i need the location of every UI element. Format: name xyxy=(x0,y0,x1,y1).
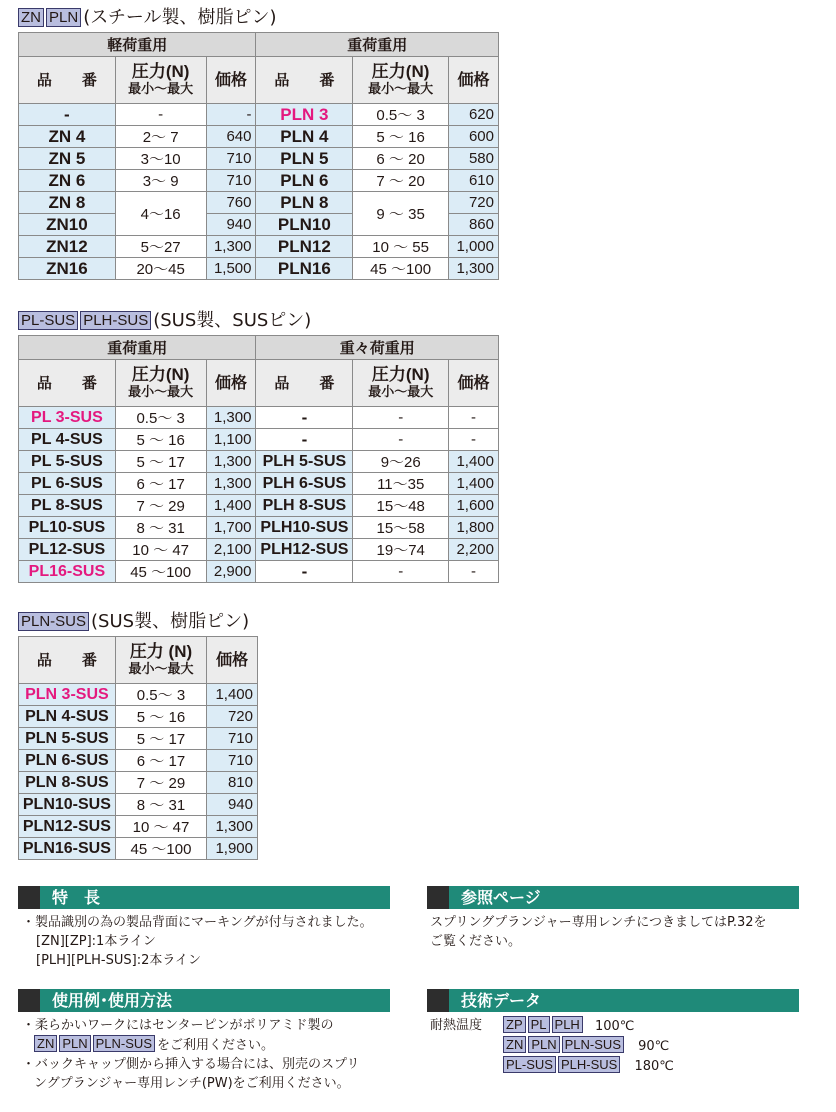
reference-heading: 参照ページ xyxy=(427,886,799,909)
col-price: 価格 xyxy=(207,637,258,684)
table-row: PLN 6-SUS 6 〜 17 710 xyxy=(19,750,258,772)
col-price: 価格 xyxy=(206,360,256,407)
section2-table xyxy=(18,335,499,583)
series-tag: PLN-SUS xyxy=(18,612,89,631)
section2-header xyxy=(18,310,311,332)
techdata-heading: 技術データ xyxy=(427,989,799,1012)
reference-text: スプリングプランジャー専用レンチにつきましてはP.32を ご覧ください。 xyxy=(430,915,767,949)
series-tag: ZN xyxy=(18,8,44,27)
table-row: PLN 8-SUS 7 〜 29 810 xyxy=(19,772,258,794)
col-price: 価格 xyxy=(206,57,256,104)
table-row: PL12-SUS 10 〜 47 2,100 PLH12-SUS 19〜74 2,200 xyxy=(19,539,499,561)
table-row: ZN 4 2〜 7 640 PLN 4 5 〜 16 600 xyxy=(19,126,499,148)
section1-header xyxy=(18,7,277,29)
col-pressure: 圧力(N) 最小〜最大 xyxy=(115,360,206,407)
features-text: ・製品識別の為の製品背面にマーキングが付与されました。 [ZN][ZP]:1本ライン [PLH][PLH-SUS]:2本ライン xyxy=(22,915,373,968)
group-heavy-load: 重荷重用 xyxy=(256,33,499,57)
table-row: PL 3-SUS 0.5〜 3 1,300 - - - xyxy=(19,407,499,429)
series-tag: PLN xyxy=(46,8,81,27)
table-row: PL 4-SUS 5 〜 16 1,100 - - - xyxy=(19,429,499,451)
features-heading: 特 長 xyxy=(18,886,390,909)
col-pressure: 圧力(N) 最小〜最大 xyxy=(353,57,449,104)
section3-table xyxy=(18,636,258,860)
col-hinban: 品 番 xyxy=(19,360,116,407)
series-tag: ZN xyxy=(34,1035,57,1052)
table-row: ZN 5 3〜10 710 PLN 5 6 〜 20 580 xyxy=(19,148,499,170)
col-price: 価格 xyxy=(449,360,499,407)
group-heavy-load: 重荷重用 xyxy=(19,336,256,360)
usage-heading: 使用例･使用方法 xyxy=(18,989,390,1012)
section3-header xyxy=(18,611,249,633)
col-price: 価格 xyxy=(449,57,499,104)
table-row: PLN16-SUS 45 〜100 1,900 xyxy=(19,838,258,860)
table-row: PL16-SUS 45 〜100 2,900 - - - xyxy=(19,561,499,583)
table-row: ZN16 20〜45 1,500 PLN16 45 〜100 1,300 xyxy=(19,258,499,280)
table-row: - - - PLN 3 0.5〜 3 620 xyxy=(19,104,499,126)
table-row: PLN 5-SUS 5 〜 17 710 xyxy=(19,728,258,750)
col-pressure: 圧力 (N) 最小〜最大 xyxy=(115,637,206,684)
col-pressure: 圧力(N) 最小〜最大 xyxy=(353,360,449,407)
table-row: PL 8-SUS 7 〜 29 1,400 PLH 8-SUS 15〜48 1,600 xyxy=(19,495,499,517)
table-row: PLN10-SUS 8 〜 31 940 xyxy=(19,794,258,816)
usage-text: ・柔らかいワークにはセンターピンがポリアミド製の ZN PLN PLN-SUS をご利用ください。 ・バックキャップ側から挿入する場合には、別売のスプリ ングプランジャー専用レンチ(PW)をご利用ください。 xyxy=(22,1018,360,1091)
col-hinban: 品 番 xyxy=(19,637,116,684)
col-hinban: 品 番 xyxy=(19,57,116,104)
table-row: PLN 3-SUS 0.5〜 3 1,400 xyxy=(19,684,258,706)
techdata-row: ZP PL PLH 100℃ xyxy=(503,1016,634,1036)
series-tag: PLN xyxy=(59,1035,90,1052)
group-light-load: 軽荷重用 xyxy=(19,33,256,57)
table-row: PL 5-SUS 5 〜 17 1,300 PLH 5-SUS 9〜26 1,400 xyxy=(19,451,499,473)
heat-resistance-label: 耐熱温度 xyxy=(430,1018,483,1033)
col-hinban: 品 番 xyxy=(256,360,353,407)
section1-title: (スチール製、樹脂ピン) xyxy=(83,7,277,28)
techdata-row: ZN PLN PLN-SUS 90℃ xyxy=(503,1036,669,1056)
section2-title: (SUS製、SUSピン) xyxy=(153,310,312,331)
col-hinban: 品 番 xyxy=(256,57,353,104)
group-extra-heavy-load: 重々荷重用 xyxy=(256,336,499,360)
table-row: PL 6-SUS 6 〜 17 1,300 PLH 6-SUS 11〜35 1,400 xyxy=(19,473,499,495)
techdata-row: PL-SUS PLH-SUS 180℃ xyxy=(503,1056,674,1076)
table-row: PLN12-SUS 10 〜 47 1,300 xyxy=(19,816,258,838)
table-row: PL10-SUS 8 〜 31 1,700 PLH10-SUS 15〜58 1,800 xyxy=(19,517,499,539)
table-row: ZN 6 3〜 9 710 PLN 6 7 〜 20 610 xyxy=(19,170,499,192)
table-row: ZN12 5〜27 1,300 PLN12 10 〜 55 1,000 xyxy=(19,236,499,258)
section3-title: (SUS製、樹脂ピン) xyxy=(91,611,250,632)
table-row: ZN10 940 PLN10 860 xyxy=(19,214,499,236)
series-tag: PLN-SUS xyxy=(93,1035,155,1052)
col-pressure: 圧力(N) 最小〜最大 xyxy=(115,57,206,104)
series-tag: PL-SUS xyxy=(18,311,78,330)
series-tag: PLH-SUS xyxy=(80,311,151,330)
table-row: PLN 4-SUS 5 〜 16 720 xyxy=(19,706,258,728)
table-row: ZN 8 4〜16 760 PLN 8 9 〜 35 720 xyxy=(19,192,499,214)
section1-table xyxy=(18,32,499,280)
